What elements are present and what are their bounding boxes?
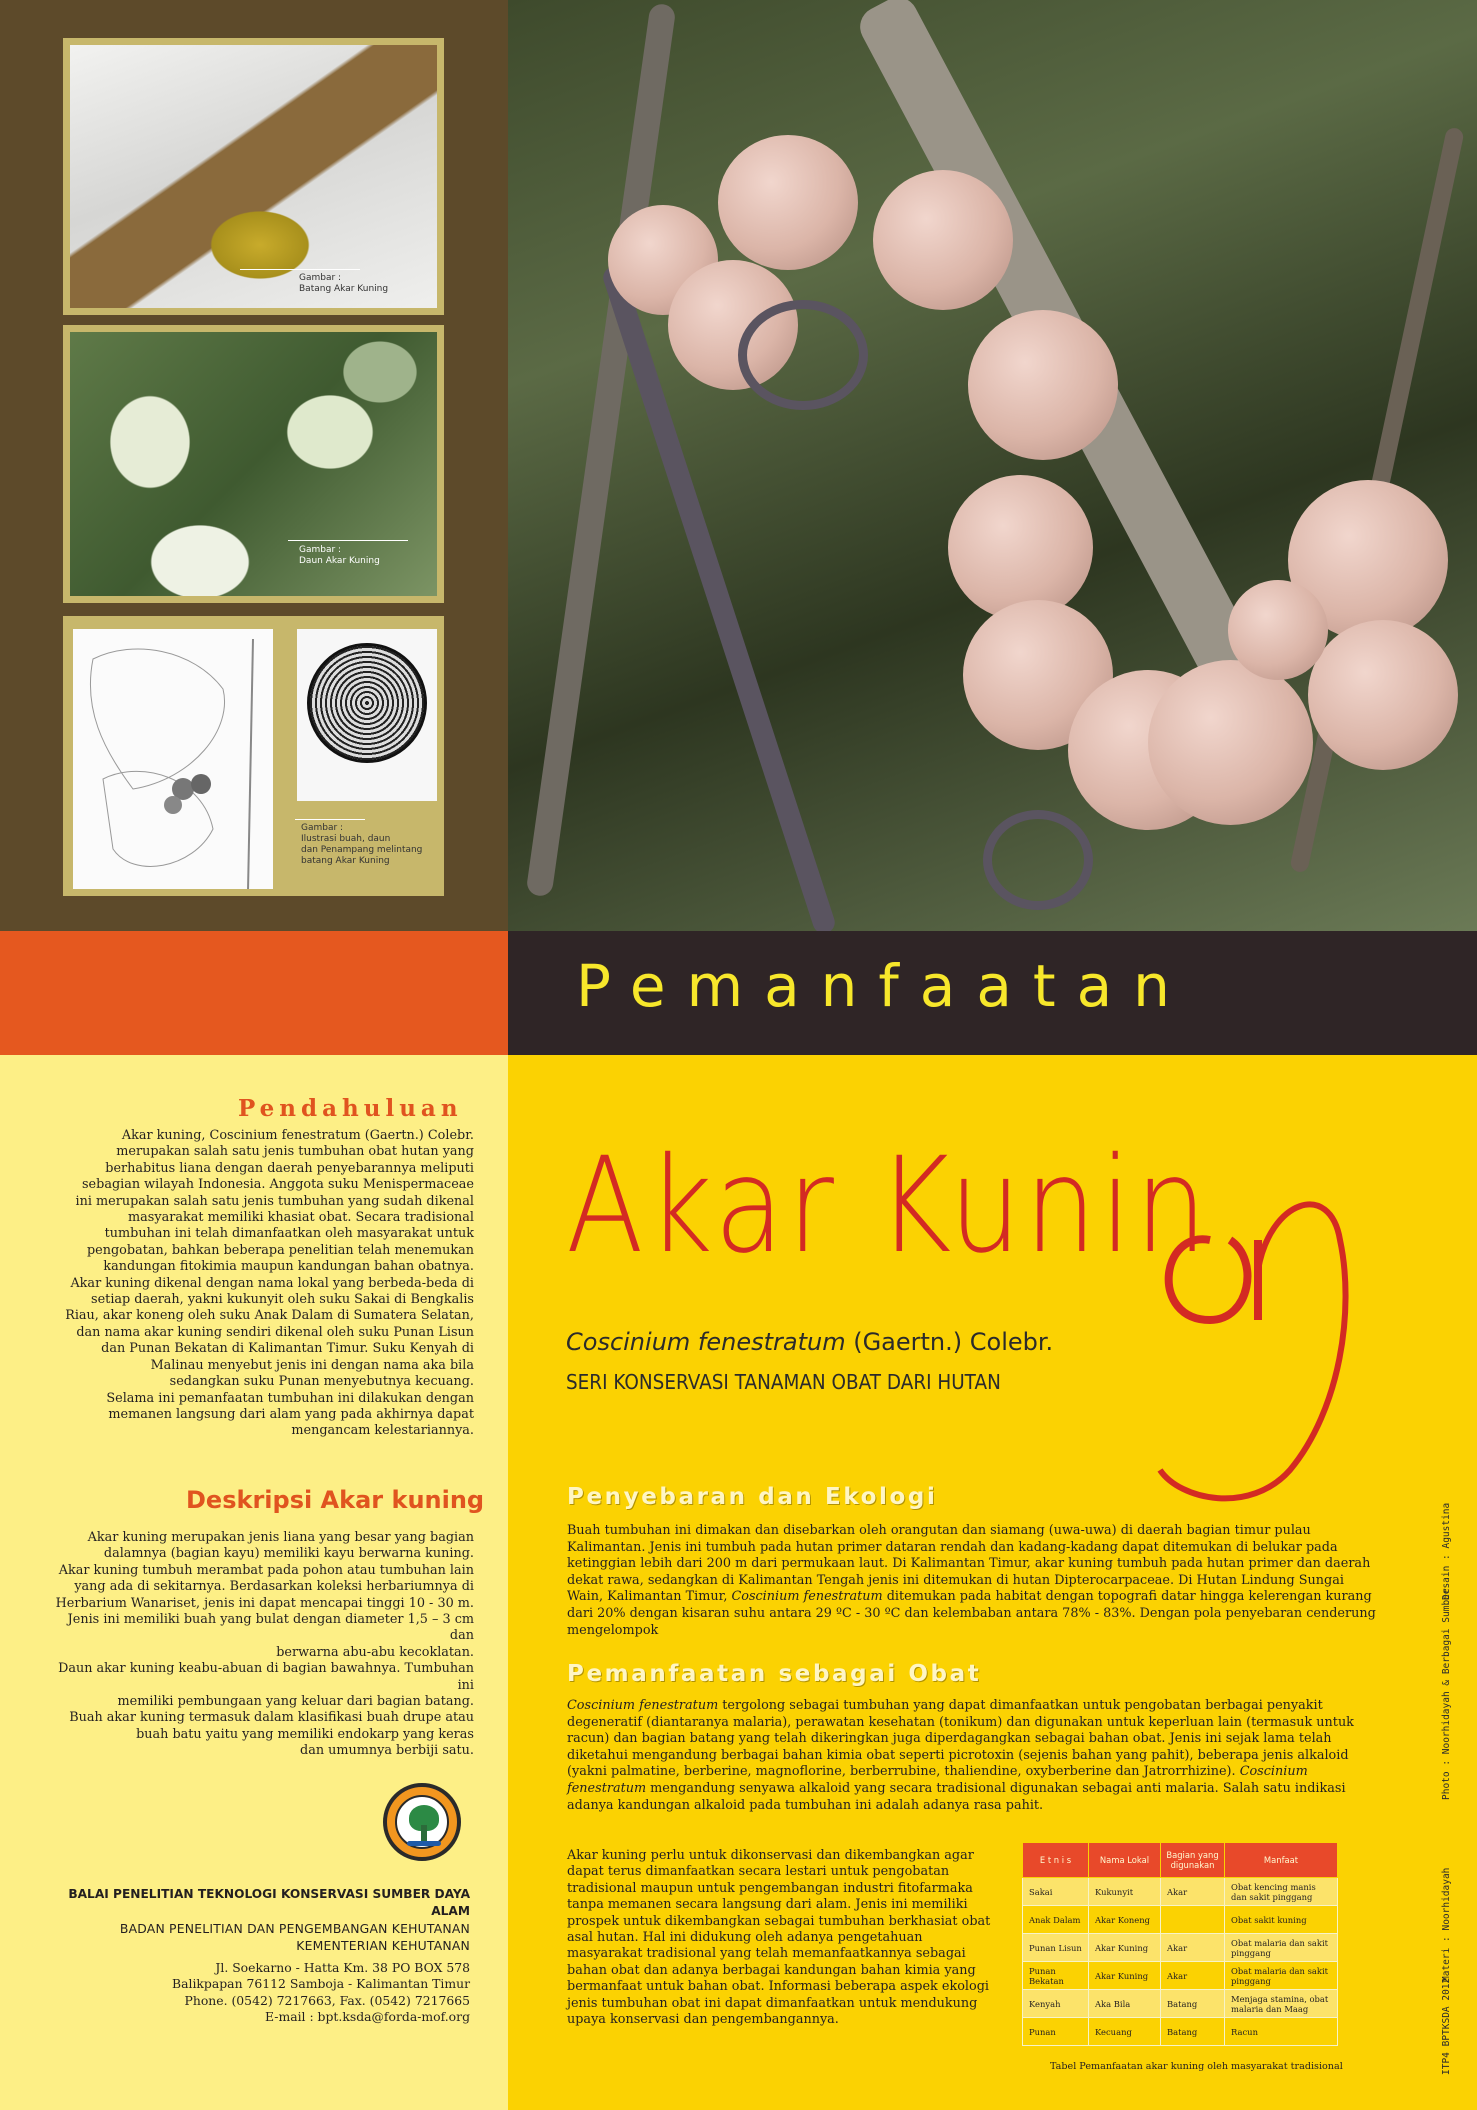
table-row: Anak Dalam Akar Koneng Obat sakit kuning <box>1023 1906 1338 1934</box>
leaf-photo <box>63 325 444 603</box>
credit-design: Desain : Agustina <box>1441 1502 1452 1600</box>
illustration-caption: Gambar : Ilustrasi buah, daun dan Penampang melintang batang Akar Kuning <box>301 823 423 866</box>
table-row: Punan Lisun Akar Kuning Akar Obat malaria dan sakit pinggang <box>1023 1934 1338 1962</box>
institution-name: BALAI PENELITIAN TEKNOLOGI KONSERVASI SUMBER DAYA ALAM <box>68 1887 470 1918</box>
title-letter-g <box>1140 1170 1380 1530</box>
table-row: Punan Kecuang Batang Racun <box>1023 2018 1338 2046</box>
stem-photo-caption: Gambar : Batang Akar Kuning <box>299 273 389 294</box>
institution-block <box>40 1886 470 2026</box>
description-heading: Deskripsi Akar kuning <box>186 1486 485 1514</box>
table-header: Bagian yang digunakan <box>1161 1843 1225 1878</box>
scientific-name: Coscinium fenestratum (Gaertn.) Colebr. <box>566 1328 1054 1356</box>
photo-panel <box>0 0 508 931</box>
table-header: Manfaat <box>1225 1843 1338 1878</box>
institution-ministry: KEMENTERIAN KEHUTANAN <box>296 1938 470 1953</box>
forestry-logo <box>383 1783 461 1861</box>
banner-accent <box>0 931 508 1055</box>
banner-title: Pemanfaatan <box>576 952 1191 1020</box>
table-row: Sakai Kukunyit Akar Obat kencing manis dan sakit pinggang <box>1023 1878 1338 1906</box>
table-header: E t n i s <box>1023 1843 1089 1878</box>
poster-title: Akar Kunin <box>566 1129 1211 1283</box>
medicine-heading: Pemanfaatan sebagai Obat <box>567 1661 982 1687</box>
fruit-photo <box>508 0 1477 931</box>
intro-heading: Pendahuluan <box>238 1095 463 1122</box>
series-title: SERI KONSERVASI TANAMAN OBAT DARI HUTAN <box>566 1370 1001 1394</box>
table-caption: Tabel Pemanfaatan akar kuning oleh masyarakat tradisional <box>1050 2061 1343 2072</box>
traditional-use-table <box>1022 1842 1338 2046</box>
ecology-text: Buah tumbuhan ini dimakan dan disebarkan oleh orangutan dan siamang (uwa-uwa) di daerah bagian timur pulau Kalimantan. Jenis ini tumbuh pada hutan primer dataran rendah dan kadang-kadang dapat ditemukan di belukar pada ketinggian lebih dari 200 m dari permukaan laut. Di Kalimantan Timur, akar kuning tumbuh pada hutan primer dan daerah dekat rawa, sedangkan di Kalimantan Tengah jenis ini ditemukan di hutan Dipterocarpaceae. Di Hutan Lindung Sungai Wain, Kalimantan Timur, Coscinium fenestratum ditemukan pada habitat dengan topografi datar hingga kelerengan kurang dari 20% dengan kisaran suhu antara 29 ºC - 30 ºC dan kelembaban antara 78% - 83%. Dengan pola penyebaran cenderung mengelompok <box>567 1523 1376 1638</box>
table-row: Kenyah Aka Bila Batang Menjaga stamina, obat malaria dan Maag <box>1023 1990 1338 2018</box>
leaf-photo-caption: Gambar : Daun Akar Kuning <box>299 545 380 566</box>
credit-code: ITP4 BPTKSDA 2012 <box>1441 1977 1452 2075</box>
institution-agency: BADAN PENELITIAN DAN PENGEMBANGAN KEHUTANAN <box>119 1921 470 1936</box>
table-row: Punan Bekatan Akar Kuning Akar Obat malaria dan sakit pinggang <box>1023 1962 1338 1990</box>
description-text: Akar kuning merupakan jenis liana yang besar yang bagian dalamnya (bagian kayu) memiliki kayu berwarna kuning. Akar kuning tumbuh merambat pada pohon atau tumbuhan lain yang ada di sekitarnya. Berdasarkan koleksi herbariumnya di Herbarium Wanariset, jenis ini dapat mencapai tinggi 10 - 30 m. Jenis ini memiliki buah yang bulat dengan diameter 1,5 – 3 cm dan berwarna abu-abu kecoklatan. Daun akar kuning keabu-abuan di bagian bawahnya. Tumbuhan ini memiliki pembungaan yang keluar dari bagian batang. Buah akar kuning termasuk dalam klasifikasi buah drupe atau buah batu yaitu yang memiliki endokarp yang keras dan umumnya berbiji satu. <box>55 1530 474 1759</box>
ecology-heading: Penyebaran dan Ekologi <box>567 1484 938 1510</box>
stem-cross-section <box>297 629 437 801</box>
credit-material: Materi : Noorhidayah <box>1441 1867 1452 1982</box>
intro-text: Akar kuning, Coscinium fenestratum (Gaertn.) Colebr. merupakan salah satu jenis tumbuhan obat hutan yang berhabitus liana dengan daerah penyebarannya meliputi sebagian wilayah Indonesia. Anggota suku Menispermaceae ini merupakan salah satu jenis tumbuhan yang sudah dikenal masyarakat memiliki khasiat obat. Secara tradisional tumbuhan ini telah dimanfaatkan oleh masyarakat untuk pengobatan, bahkan beberapa penelitian telah menemukan kandungan fitokimia maupun kandungan bahan obatnya. Akar kuning dikenal dengan nama lokal yang berbeda-beda di setiap daerah, yakni kukunyit oleh suku Sakai di Bengkalis Riau, akar koneng oleh suku Anak Dalam di Sumatera Selatan, dan nama akar kuning sendiri dikenal oleh suku Punan Lisun dan Punan Bekatan di Kalimantan Timur. Suku Kenyah di Malinau menyebut jenis ini dengan nama aka bila sedangkan suku Punan menyebutnya kecuang. Selama ini pemanfaatan tumbuhan ini dilakukan dengan memanen langsung dari alam yang pada akhirnya dapat mengancam kelestariannya. <box>65 1128 474 1439</box>
institution-address: Jl. Soekarno - Hatta Km. 38 PO BOX 578 Balikpapan 76112 Samboja - Kalimantan Timur Phone. (0542) 7217663, Fax. (0542) 7217665 E-mail : bpt.ksda@forda-mof.org <box>172 1960 470 2025</box>
medicine-text: Coscinium fenestratum tergolong sebagai tumbuhan yang dapat dimanfaatkan untuk pengobatan berbagai penyakit degeneratif (diantaranya malaria), perawatan kesehatan (tonikum) dan digunakan untuk keperluan lain (termasuk untuk racun) dan bagian batang yang telah dikeringkan juga diperdagangkan sebagai bahan obat. Jenis ini sejak lama telah diketahui mengandung berbagai bahan kimia obat seperti picrotoxin (sejenis bahan yang pahit), beberapa jenis alkaloid (yakni palmatine, berberine, magnoflorine, berberrubine, thaliendine, oxyberberine dan Jatrorrhizine). Coscinium fenestratum mengandung senyawa alkaloid yang secara tradisional digunakan sebagai anti malaria. Salah satu indikasi adanya kandungan alkaloid pada tumbuhan ini adalah adanya rasa pahit. <box>567 1698 1354 1813</box>
table-header-row <box>1023 1843 1338 1878</box>
illustration-panel <box>63 616 444 896</box>
stem-photo <box>63 38 444 315</box>
conservation-text: Akar kuning perlu untuk dikonservasi dan dikembangkan agar dapat terus dimanfaatkan secara lestari untuk pengobatan tradisional maupun untuk pengembangan industri fitofarmaka tanpa memanen secara langsung dari alam. Jenis ini memiliki prospek untuk dikembangkan sebagai tumbuhan berkhasiat obat asal hutan. Hal ini didukung oleh adanya pengetahuan masyarakat tradisional yang telah memanfaatkannya sebagai bahan obat dan adanya berbagai kandungan bahan kimia yang bermanfaat untuk bahan obat. Informasi beberapa aspek ekologi jenis tumbuhan obat ini dapat dimanfaatkan untuk mendukung upaya konservasi dan pengembangannya. <box>567 1848 991 2028</box>
table-header: Nama Lokal <box>1089 1843 1161 1878</box>
plant-illustration <box>73 629 273 889</box>
credit-photo: Photo : Noorhidayah & Berbagai Sumber <box>1441 1588 1452 1800</box>
